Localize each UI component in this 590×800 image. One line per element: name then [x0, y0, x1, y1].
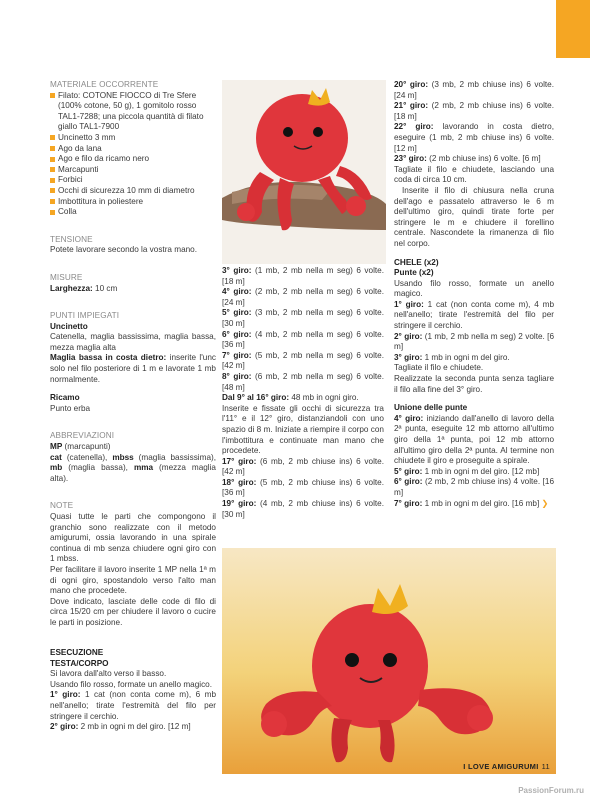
claws-heading: CHELE (x2) — [394, 257, 439, 267]
notes-p2: Per facilitare il lavoro inserite 1 MP nella 1ª m di ogni giro, spostandolo verso l'alto man mano che procedete. — [50, 564, 216, 596]
round-18: 18° giro: (5 mb, 2 mb chiuse ins) 6 volte. [36 m] — [222, 477, 384, 498]
magazine-name: I LOVE AMIGURUMI — [463, 762, 539, 771]
abbr-list: cat (catenella), mbss (maglia bassissima), mb (maglia bassa), mma (mezza maglia alta). — [50, 452, 216, 483]
page-footer — [463, 762, 550, 773]
size-label: Larghezza: — [50, 283, 93, 293]
round-9-16: Dal 9° al 16° giro: 48 mb in ogni giro. — [222, 393, 359, 403]
list-item: Uncinetto 3 mm — [50, 133, 216, 144]
list-item: Marcapunti — [50, 165, 216, 176]
list-item: Occhi di sicurezza 10 mm di diametro — [50, 186, 216, 197]
column-left — [50, 80, 216, 629]
crochet-text: Catenella, maglia bassissima, maglia bassa, mezza maglia alta — [50, 332, 216, 352]
round-5: 5° giro: (3 mb, 2 mb nella m seg) 6 volte. [30 m] — [222, 308, 384, 328]
claws-round-1: 1° giro: 1 cat (non conta come m), 4 mb nell'anello; tirate l'estremità del filo per stringere il cerchio. — [394, 299, 555, 331]
claws-round-6: 6° giro: (2 mb, 2 mb chiuse ins) 4 volte. [16 m] — [394, 477, 554, 497]
exec-p1: Si lavora dall'alto verso il basso. — [50, 669, 167, 679]
claws-p2: Tagliate il filo e chiudete. — [394, 363, 484, 373]
claws-round-5: 5° giro: 1 mb in ogni m del giro. [12 mb] — [394, 466, 540, 476]
column-right — [394, 80, 554, 509]
crochet-title: Uncinetto — [50, 321, 88, 331]
size-heading: MISURE — [50, 272, 83, 282]
stitches-heading: PUNTI IMPIEGATI — [50, 311, 120, 321]
list-item: Imbottitura in poliestere — [50, 197, 216, 208]
column-left-bottom — [50, 648, 216, 733]
list-item: Filato: COTONE FIOCCO di Tre Sfere (100% cotone, 50 g), 1 gomitolo rosso TAL1-7288; una piccola quantità di filato giallo TAL1-7900 — [50, 91, 216, 133]
page-number: 11 — [541, 762, 550, 771]
materials-heading: MATERIALE OCCORRENTE — [50, 80, 159, 89]
eyes-paragraph: Inserite e fissate gli occhi di sicurezza tra l'11° e il 12° giro, distanziandoli con uno spazio di 8 m. Iniziate a riempire il corpo con l'imbottitura e continuate man mano che procedete. — [222, 403, 384, 456]
union-heading: Unione delle punte — [394, 403, 468, 413]
round-19: 19° giro: (4 mb, 2 mb chiuse ins) 6 volte. [30 m] — [222, 499, 384, 519]
execution-heading: ESECUZIONE — [50, 648, 104, 657]
list-item: Colla — [50, 207, 216, 218]
crab-on-rock-illustration — [222, 80, 386, 264]
round-20: 20° giro: (3 mb, 2 mb chiuse ins) 6 volte. [24 m] — [394, 80, 554, 100]
round-3: 3° giro: (1 mb, 2 mb nella m seg) 6 volte. [18 m] — [222, 266, 384, 286]
crab-photo-rock — [222, 80, 386, 264]
claws-round-7: 7° giro: 1 mb in ogni m del giro. [16 mb] ❯ — [394, 498, 549, 508]
tension-text: Potete lavorare secondo la vostra mano. — [50, 245, 198, 255]
materials-list — [50, 91, 216, 218]
round-22: 22° giro: lavorando in costa dietro, eseguire (1 mb, 2 mb chiuse ins) 6 volte. [12 m] — [394, 122, 554, 153]
abbreviations-heading: ABBREVIAZIONI — [50, 431, 115, 441]
size-text — [50, 284, 216, 295]
size-value: 10 cm — [92, 283, 118, 293]
finish-p1: Tagliate il filo e chiudete, lasciando una coda di circa 10 cm. — [394, 164, 554, 185]
round-23: 23° giro: (2 mb chiuse ins) 6 volte. [6 m] — [394, 154, 541, 164]
continue-arrow-icon: ❯ — [541, 498, 549, 508]
claws-round-2: 2° giro: (1 mb, 2 mb nella m seg) 2 volte. [6 m] — [394, 331, 555, 352]
list-item: Ago da lana — [50, 144, 216, 155]
back-loop-text — [50, 353, 216, 385]
notes-p1: Quasi tutte le parti che compongono il granchio sono realizzate con il metodo amigurumi, ossia lavorando in una spirale continua di mb senza chiudere ogni giro con 1 mbss. — [50, 512, 216, 564]
column-middle — [222, 266, 384, 520]
embroidery-title: Ricamo — [50, 393, 80, 403]
claws-round-4: 4° giro: iniziando dall'anello di lavoro della 2ª punta, eseguite 12 mb attorno all'ultimo giro della 1ª punta, poi 12 mb attorno all'ultimo giro della 2ª punta. Al termine non chiudete il giro e proseguite a spirale. — [394, 413, 554, 466]
list-item: Ago e filo da ricamo nero — [50, 154, 216, 165]
abbr-mp: MP (marcapunti) — [50, 442, 111, 452]
tips-heading: Punte (x2) — [394, 268, 434, 278]
exec-p2: Usando filo rosso, formate un anello magico. — [50, 679, 213, 689]
claws-round-3: 3° giro: 1 mb in ogni m del giro. — [394, 352, 510, 362]
claws-p1: Usando filo rosso, formate un anello magico. — [394, 278, 554, 299]
claws-p3: Realizzate la seconda punta senza tagliare il filo alla fine del 3° giro. — [394, 374, 554, 394]
round-4: 4° giro: (2 mb, 2 mb nella m seg) 6 volte. [24 m] — [222, 287, 384, 307]
crab-photo-closeup — [222, 548, 556, 774]
crab-closeup-illustration — [222, 548, 556, 774]
round-2: 2° giro: 2 mb in ogni m del giro. [12 m] — [50, 722, 191, 732]
back-loop-title: Maglia bassa in costa dietro: — [50, 353, 167, 363]
round-7: 7° giro: (5 mb, 2 mb nella m seg) 6 volte. [42 m] — [222, 350, 384, 371]
tension-heading: TENSIONE — [50, 234, 93, 244]
page-corner-tab — [556, 0, 590, 58]
round-8: 8° giro: (6 mb, 2 mb nella m seg) 6 volte. [48 m] — [222, 371, 384, 392]
round-21: 21° giro: (2 mb, 2 mb chiuse ins) 6 volte. [18 m] — [394, 101, 554, 121]
notes-p3: Dove indicato, lasciate delle code di filo di circa 15/20 cm per chiudere il lavoro o cucire le parti in posizione. — [50, 596, 216, 627]
notes-heading: NOTE — [50, 501, 74, 511]
embroidery-text: Punto erba — [50, 403, 91, 413]
watermark: PassionForum.ru — [518, 786, 584, 795]
round-17: 17° giro: (6 mb, 2 mb chiuse ins) 6 volte. [42 m] — [222, 456, 384, 477]
finish-p2: Inserite il filo di chiusura nella cruna dell'ago e passatelo attraverso le 6 m dell'ultimo giro, quindi tirate forte per stringere le m e chiudere il forellino centrale. Nascondete la rimanenza di filo nel corpo. — [394, 185, 554, 248]
list-item: Forbici — [50, 175, 216, 186]
back-loop-desc: inserite l'unc solo nel filo posteriore di 1 m e lavorate 1 mb normalmente. — [50, 353, 216, 384]
round-6: 6° giro: (4 mb, 2 mb nella m seg) 6 volte. [36 m] — [222, 329, 384, 350]
head-body-heading: TESTA/CORPO — [50, 658, 109, 668]
round-1: 1° giro: 1 cat (non conta come m), 6 mb nell'anello; tirate l'estremità del filo per stringere il cerchio. — [50, 690, 216, 721]
